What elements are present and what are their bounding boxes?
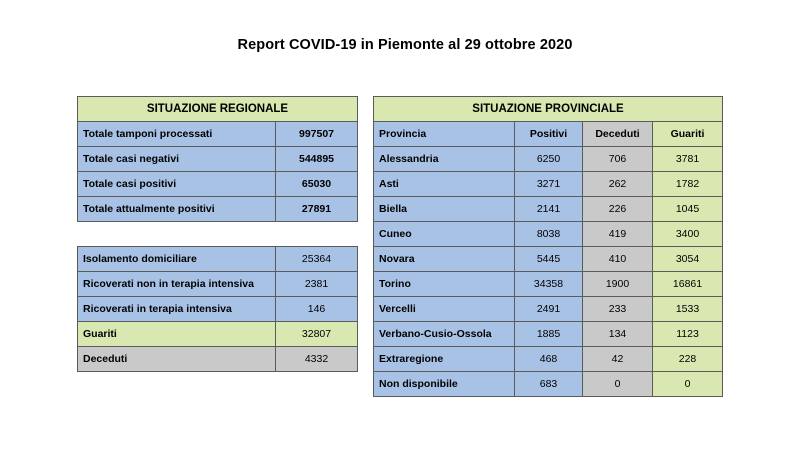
detail-label: Ricoverati in terapia intensiva [78, 297, 276, 322]
detail-value: 32807 [276, 322, 358, 347]
column-header-provincia: Provincia [374, 122, 515, 147]
province-name: Torino [374, 272, 515, 297]
detail-value: 25364 [276, 247, 358, 272]
table-row [78, 122, 358, 147]
guariti-value: 1533 [653, 297, 723, 322]
positivi-value: 1885 [515, 322, 583, 347]
positivi-value: 6250 [515, 147, 583, 172]
table-row [78, 197, 358, 222]
detail-label: Isolamento domiciliare [78, 247, 276, 272]
table-row [374, 297, 723, 322]
summary-value: 544895 [276, 147, 358, 172]
table-row [374, 272, 723, 297]
detail-label: Deceduti [78, 347, 276, 372]
deceduti-value: 1900 [583, 272, 653, 297]
summary-label: Totale casi negativi [78, 147, 276, 172]
summary-label: Totale casi positivi [78, 172, 276, 197]
deceduti-value: 419 [583, 222, 653, 247]
detail-label: Guariti [78, 322, 276, 347]
column-header-deceduti: Deceduti [583, 122, 653, 147]
province-name: Asti [374, 172, 515, 197]
guariti-value: 3781 [653, 147, 723, 172]
province-name: Biella [374, 197, 515, 222]
detail-value: 4332 [276, 347, 358, 372]
province-name: Verbano-Cusio-Ossola [374, 322, 515, 347]
province-name: Alessandria [374, 147, 515, 172]
summary-label: Totale attualmente positivi [78, 197, 276, 222]
summary-value: 997507 [276, 122, 358, 147]
table-row [374, 247, 723, 272]
table-row [374, 322, 723, 347]
table-row [78, 147, 358, 172]
report-title: Report COVID-19 in Piemonte al 29 ottobre 2020 [237, 37, 573, 53]
positivi-value: 34358 [515, 272, 583, 297]
summary-label: Totale tamponi processati [78, 122, 276, 147]
province-name: Extraregione [374, 347, 515, 372]
detail-value: 2381 [276, 272, 358, 297]
deceduti-value: 226 [583, 197, 653, 222]
guariti-value: 1045 [653, 197, 723, 222]
detail-label: Ricoverati non in terapia intensiva [78, 272, 276, 297]
table-row [374, 372, 723, 397]
table-row [78, 297, 358, 322]
positivi-value: 2141 [515, 197, 583, 222]
provincial-header-row [374, 97, 723, 122]
table-row [78, 347, 358, 372]
table-row [78, 247, 358, 272]
province-name: Non disponibile [374, 372, 515, 397]
deceduti-value: 706 [583, 147, 653, 172]
deceduti-value: 410 [583, 247, 653, 272]
table-row [78, 172, 358, 197]
guariti-value: 3400 [653, 222, 723, 247]
table-row [374, 147, 723, 172]
deceduti-value: 42 [583, 347, 653, 372]
summary-value: 65030 [276, 172, 358, 197]
guariti-value: 228 [653, 347, 723, 372]
province-name: Novara [374, 247, 515, 272]
positivi-value: 683 [515, 372, 583, 397]
guariti-value: 1123 [653, 322, 723, 347]
table-row [374, 222, 723, 247]
deceduti-value: 262 [583, 172, 653, 197]
regional-details-table [77, 246, 358, 372]
positivi-value: 3271 [515, 172, 583, 197]
table-row [78, 272, 358, 297]
provincial-rows [374, 147, 723, 397]
positivi-value: 5445 [515, 247, 583, 272]
guariti-value: 0 [653, 372, 723, 397]
table-row [374, 172, 723, 197]
guariti-value: 1782 [653, 172, 723, 197]
deceduti-value: 233 [583, 297, 653, 322]
table-row [374, 197, 723, 222]
regional-summary-table [77, 96, 358, 222]
positivi-value: 2491 [515, 297, 583, 322]
regional-header: SITUAZIONE REGIONALE [78, 97, 358, 122]
provincial-columns-row [374, 122, 723, 147]
column-header-positivi: Positivi [515, 122, 583, 147]
positivi-value: 8038 [515, 222, 583, 247]
table-row [78, 322, 358, 347]
province-name: Cuneo [374, 222, 515, 247]
table-row [374, 347, 723, 372]
guariti-value: 16861 [653, 272, 723, 297]
provincial-table [373, 96, 723, 397]
guariti-value: 3054 [653, 247, 723, 272]
deceduti-value: 134 [583, 322, 653, 347]
provincial-header: SITUAZIONE PROVINCIALE [374, 97, 723, 122]
summary-value: 27891 [276, 197, 358, 222]
province-name: Vercelli [374, 297, 515, 322]
positivi-value: 468 [515, 347, 583, 372]
column-header-guariti: Guariti [653, 122, 723, 147]
detail-value: 146 [276, 297, 358, 322]
deceduti-value: 0 [583, 372, 653, 397]
regional-header-row [78, 97, 358, 122]
